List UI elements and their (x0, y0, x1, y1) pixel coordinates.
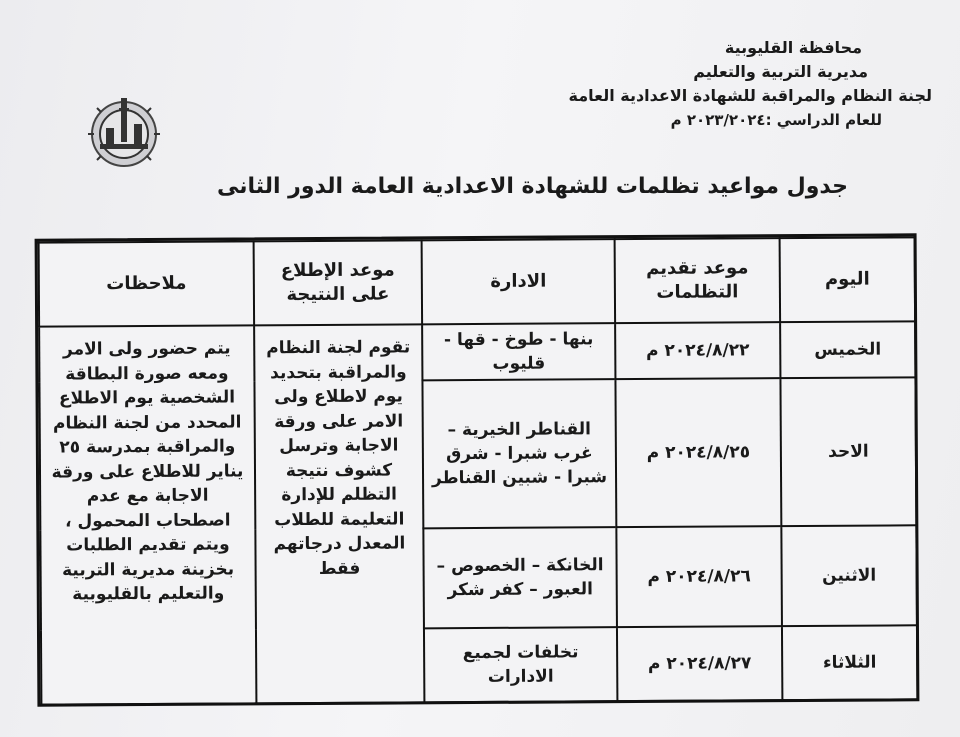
appeals-schedule-table (35, 233, 920, 706)
header-department: الادارة (422, 239, 616, 324)
day-cell: الخميس (780, 321, 915, 378)
department-cell: الخانكة – الخصوص – العبور – كفر شكر (423, 527, 617, 628)
day-cell: الثلاثاء (782, 625, 917, 700)
department-cell: تخلفات لجميع الادارات (424, 627, 617, 702)
letterhead (512, 36, 932, 132)
day-cell: الاثنين (781, 525, 917, 626)
date-cell: ٢٠٢٤/٨/٢٥ م (615, 378, 781, 527)
department-cell: القناطر الخيرية – غرب شبرا - شرق شبرا - شبين القناطر (422, 379, 616, 528)
governorate-logo-icon (86, 94, 162, 170)
date-cell: ٢٠٢٤/٨/٢٦ م (616, 526, 782, 627)
directorate-name: مديرية التربية والتعليم (693, 62, 868, 81)
academic-year: للعام الدراسي :٢٠٢٣/٢٠٢٤ م (670, 111, 882, 129)
header-result-date: موعد الإطلاع على النتيجة (254, 240, 423, 325)
header-notes: ملاحظات (39, 241, 255, 326)
date-cell: ٢٠٢٤/٨/٢٧ م (617, 626, 782, 701)
day-cell: الاحد (780, 377, 916, 526)
page-title: جدول مواعيد تظلمات للشهادة الاعدادية العامة الدور الثانى (216, 174, 848, 199)
table-row (39, 321, 915, 382)
header-day: اليوم (780, 237, 916, 322)
committee-name: لجنة النظام والمراقبة للشهادة الاعدادية العامة (568, 86, 932, 105)
result-date-cell: تقوم لجنة النظام والمراقبة بتحديد يوم لاطلاع ولى الامر على ورقة الاجابة وترسل كشوف نتيجة التظلم للإدارة التعليمة للطلاب المعدل درجاتهم فقط (254, 324, 424, 703)
date-cell: ٢٠٢٤/٨/٢٢ م (615, 322, 780, 379)
notes-cell: يتم حضور ولى الامر ومعه صورة البطاقة الشخصية يوم الاطلاع المحدد من لجنة النظام والمراقبة بمدرسة ٢٥ يناير للاطلاع على ورقة الاجابة مع عدم اصطحاب المحمول ، ويتم تقديم الطلبات بخزينة مديرية التربية والتعليم بالقليوبية (39, 325, 256, 704)
governorate-name: محافظة القليوبية (724, 38, 862, 57)
table-header-row (39, 237, 915, 326)
header-submit-date: موعد تقديم التظلمات (615, 238, 781, 323)
department-cell: بنها - طوخ - قها - قليوب (422, 323, 615, 380)
